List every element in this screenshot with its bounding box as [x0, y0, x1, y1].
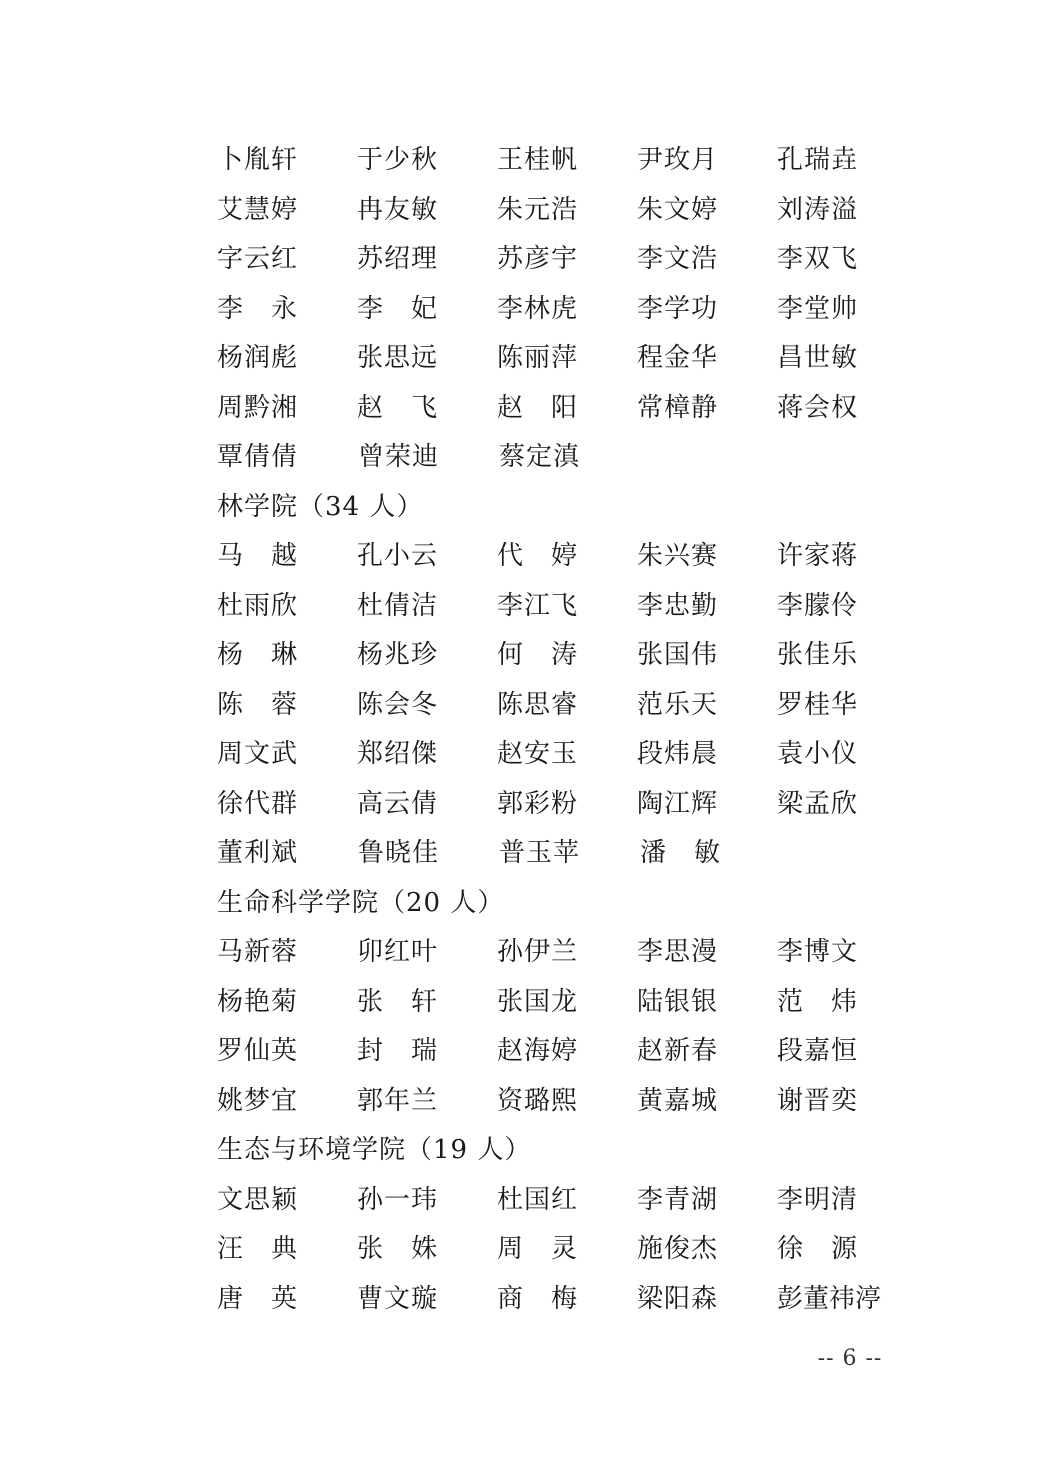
person-name: 施俊杰 [637, 1234, 719, 1265]
person-name: 谢晋奕 [777, 1085, 859, 1116]
person-name: 郭彩粉 [497, 788, 579, 819]
name-row [217, 628, 917, 678]
name-row [217, 183, 917, 233]
person-name: 覃倩倩 [217, 442, 299, 473]
person-name: 郭年兰 [357, 1085, 439, 1116]
person-name: 李双飞 [777, 244, 859, 275]
person-name: 许家蒋 [777, 541, 859, 572]
person-name: 资璐熙 [497, 1085, 579, 1116]
name-row [217, 1173, 917, 1223]
name-row [217, 331, 917, 381]
person-name: 张佳乐 [777, 640, 859, 671]
person-name: 刘涛溢 [777, 194, 859, 225]
person-name: 卯红叶 [357, 937, 439, 968]
person-name: 唐 英 [217, 1283, 299, 1314]
person-name: 陈会冬 [357, 689, 439, 720]
person-name: 李江飞 [497, 590, 579, 621]
person-name: 周 灵 [497, 1234, 579, 1265]
name-row [217, 579, 917, 629]
name-row [217, 529, 917, 579]
person-name: 李 永 [217, 293, 299, 324]
person-name: 孔瑞垚 [777, 145, 859, 176]
name-row [217, 678, 917, 728]
person-name: 孙一玮 [357, 1184, 439, 1215]
person-name: 孔小云 [357, 541, 439, 572]
person-name: 朱元浩 [497, 194, 579, 225]
person-name: 蔡定滇 [499, 442, 581, 473]
person-name: 朱兴赛 [637, 541, 719, 572]
person-name: 陈 蓉 [217, 689, 299, 720]
person-name: 苏彦宇 [497, 244, 579, 275]
person-name: 李博文 [777, 937, 859, 968]
person-name: 陈丽萍 [497, 343, 579, 374]
person-name: 潘 敏 [640, 838, 722, 869]
person-name: 张国龙 [497, 986, 579, 1017]
person-name: 杜国红 [497, 1184, 579, 1215]
person-name: 曹文璇 [357, 1283, 439, 1314]
person-name: 冉友敏 [357, 194, 439, 225]
person-name: 李学功 [637, 293, 719, 324]
person-name: 杨兆珍 [357, 640, 439, 671]
person-name: 徐代群 [217, 788, 299, 819]
person-name: 黄嘉城 [637, 1085, 719, 1116]
person-name: 袁小仪 [777, 739, 859, 770]
person-name: 李林虎 [497, 293, 579, 324]
person-name: 曾荣迪 [358, 442, 440, 473]
person-name: 尹玫月 [637, 145, 719, 176]
name-row [217, 282, 917, 332]
person-name: 苏绍理 [357, 244, 439, 275]
person-name: 范乐天 [637, 689, 719, 720]
name-row [217, 1272, 917, 1322]
person-name: 蒋会权 [777, 392, 859, 423]
person-name: 杨润彪 [217, 343, 299, 374]
person-name: 普玉苹 [499, 838, 581, 869]
person-name: 赵 飞 [357, 392, 439, 423]
person-name: 李文浩 [637, 244, 719, 275]
person-name: 陈思睿 [497, 689, 579, 720]
person-name: 罗桂华 [777, 689, 859, 720]
person-name: 赵海婷 [497, 1036, 579, 1067]
person-name: 姚梦宜 [217, 1085, 299, 1116]
person-name: 李 妃 [357, 293, 439, 324]
person-name: 陆银银 [637, 986, 719, 1017]
person-name: 杨艳菊 [217, 986, 299, 1017]
person-name: 朱文婷 [637, 194, 719, 225]
person-name: 鲁晓佳 [358, 838, 440, 869]
name-row [217, 975, 917, 1025]
name-row [217, 925, 917, 975]
person-name: 程金华 [637, 343, 719, 374]
name-row [217, 430, 917, 480]
person-name: 徐 源 [777, 1234, 859, 1265]
section-heading: 生命科学学院（20 人） [217, 887, 505, 918]
name-row [217, 232, 917, 282]
person-name: 马 越 [217, 541, 299, 572]
person-name: 董利斌 [217, 838, 299, 869]
person-name: 李思漫 [637, 937, 719, 968]
person-name: 常樟静 [637, 392, 719, 423]
name-row [217, 777, 917, 827]
person-name: 字云红 [217, 244, 299, 275]
person-name: 马新蓉 [217, 937, 299, 968]
name-row [217, 381, 917, 431]
person-name: 王桂帆 [497, 145, 579, 176]
person-name: 昌世敏 [777, 343, 859, 374]
person-name: 李明清 [777, 1184, 859, 1215]
person-name: 卜胤轩 [217, 145, 299, 176]
person-name: 封 瑞 [357, 1036, 439, 1067]
person-name: 李忠勤 [637, 590, 719, 621]
section-heading: 林学院（34 人） [217, 491, 424, 522]
person-name: 李青湖 [637, 1184, 719, 1215]
person-name: 张 轩 [357, 986, 439, 1017]
person-name: 赵新春 [637, 1036, 719, 1067]
person-name: 段炜晨 [637, 739, 719, 770]
person-name: 张 姝 [357, 1234, 439, 1265]
person-name: 张思远 [357, 343, 439, 374]
person-name: 周文武 [217, 739, 299, 770]
person-name: 彭董祎渟 [777, 1283, 882, 1314]
person-name: 周黔湘 [217, 392, 299, 423]
name-row [217, 826, 917, 876]
person-name: 李朦伶 [777, 590, 859, 621]
person-name: 郑绍傑 [357, 739, 439, 770]
person-name: 于少秋 [357, 145, 439, 176]
person-name: 梁阳森 [637, 1283, 719, 1314]
person-name: 商 梅 [497, 1283, 579, 1314]
person-name: 汪 典 [217, 1234, 299, 1265]
person-name: 赵安玉 [497, 739, 579, 770]
name-row [217, 1074, 917, 1124]
name-list [217, 133, 917, 1321]
page-number: -- 6 -- [817, 1346, 883, 1371]
person-name: 杨 琳 [217, 640, 299, 671]
person-name: 罗仙英 [217, 1036, 299, 1067]
person-name: 段嘉恒 [777, 1036, 859, 1067]
person-name: 张国伟 [637, 640, 719, 671]
person-name: 文思颖 [217, 1184, 299, 1215]
person-name: 高云倩 [357, 788, 439, 819]
person-name: 陶江辉 [637, 788, 719, 819]
person-name: 赵 阳 [497, 392, 579, 423]
person-name: 孙伊兰 [497, 937, 579, 968]
person-name: 艾慧婷 [217, 194, 299, 225]
name-row [217, 133, 917, 183]
section-heading: 生态与环境学院（19 人） [217, 1135, 532, 1166]
person-name: 范 炜 [777, 986, 859, 1017]
person-name: 梁孟欣 [777, 788, 859, 819]
person-name: 李堂帅 [777, 293, 859, 324]
person-name: 杜倩洁 [357, 590, 439, 621]
name-row [217, 1222, 917, 1272]
name-row [217, 727, 917, 777]
person-name: 代 婷 [497, 541, 579, 572]
person-name: 杜雨欣 [217, 590, 299, 621]
person-name: 何 涛 [497, 640, 579, 671]
name-row [217, 1024, 917, 1074]
